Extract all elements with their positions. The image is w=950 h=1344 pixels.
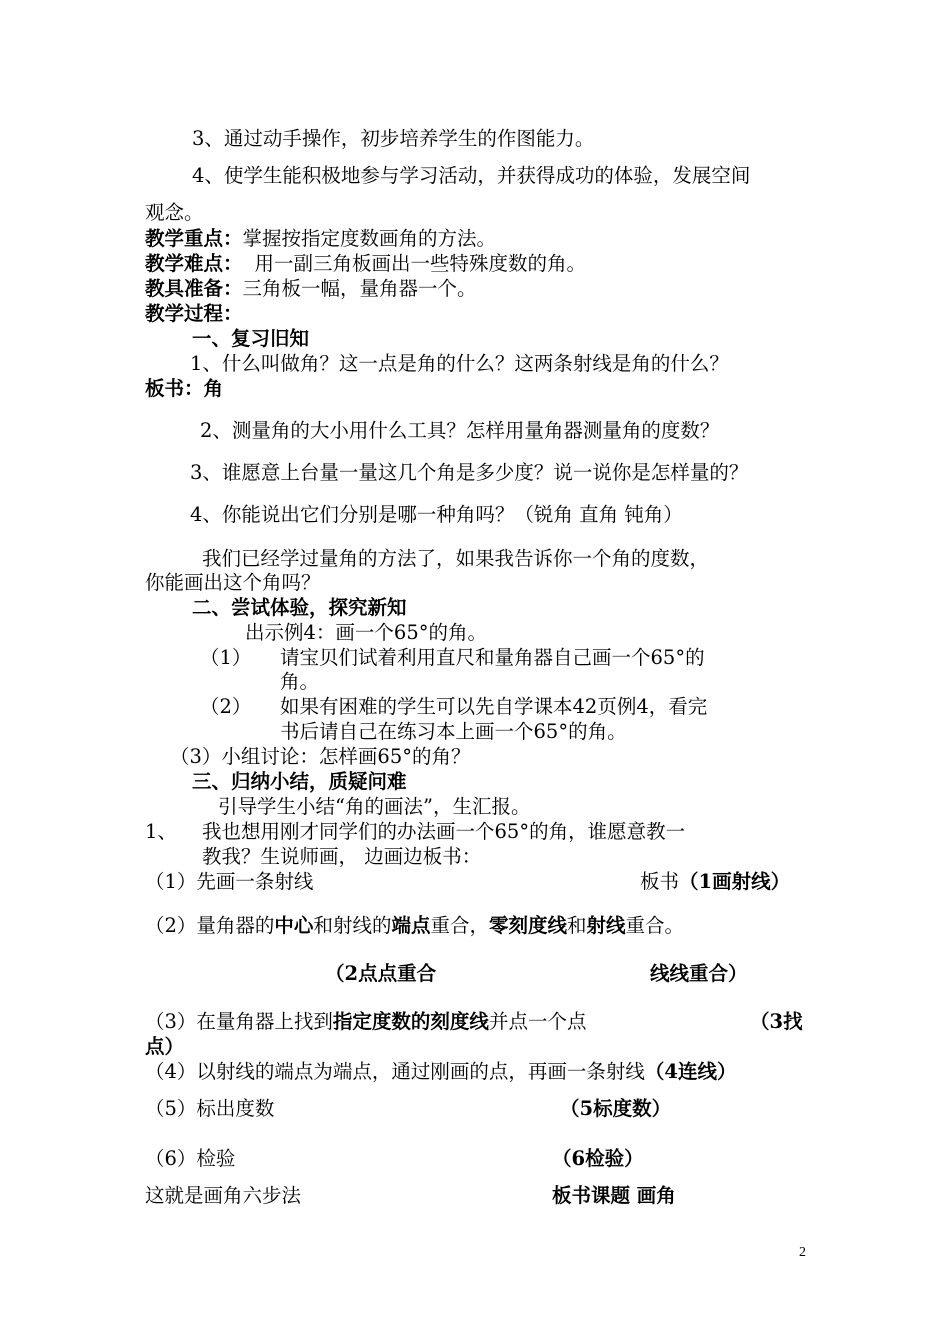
step2-part-g: 和 <box>567 914 587 937</box>
step-1-line2: 角。 <box>280 670 320 693</box>
board-step-2a: （2点点重合 <box>325 962 437 985</box>
step2-part-c: 和射线的 <box>313 914 392 937</box>
step4-text: （4）以射线的端点为端点，通过刚画的点，再画一条射线 <box>145 1060 645 1083</box>
board-step-1-text: （1画射线） <box>679 870 791 893</box>
difficulty-text: 用一副三角板画出一些特殊度数的角。 <box>254 252 587 275</box>
step-1-number: （1） <box>200 646 252 669</box>
step2-endpoint: 端点 <box>391 914 431 937</box>
materials <box>145 277 477 301</box>
step2-ray: 射线 <box>586 914 626 937</box>
step-3-discussion: （3）小组讨论：怎样画65°的角？ <box>170 745 471 768</box>
key-point <box>145 227 496 251</box>
step2-part-a: （2）量角器的 <box>145 914 275 937</box>
board-step-3b: 点） <box>145 1035 185 1058</box>
transition-line1: 我们已经学过量角的方法了，如果我告诉你一个角的度数， <box>202 547 710 570</box>
section2-heading: 二、尝试体验，探究新知 <box>192 596 407 619</box>
step3-part-a: （3）在量角器上找到 <box>145 1010 333 1033</box>
step2-center: 中心 <box>274 914 314 937</box>
point-1-line2: 教我？生说师画， 边画边板书： <box>202 845 482 868</box>
section1-q4: 4、你能说出它们分别是哪一种角吗？（锐角 直角 钝角） <box>190 503 683 526</box>
board-step-6: （6检验） <box>552 1147 644 1170</box>
draw-step-2 <box>145 914 684 938</box>
difficulty <box>145 252 586 276</box>
point-1-number: 1、 <box>145 820 177 843</box>
summary-guide: 引导学生小结“角的画法”，生汇报。 <box>218 795 531 818</box>
step-1-line1: 请宝贝们试着利用直尺和量角器自己画一个65°的 <box>280 646 705 669</box>
objective-4-line1: 4、使学生能积极地参与学习活动，并获得成功的体验，发展空间 <box>192 164 751 187</box>
step3-part-c: 并点一个点 <box>488 1010 587 1033</box>
transition-line2: 你能画出这个角吗？ <box>145 571 321 594</box>
section1-q2: 2、测量角的大小用什么工具？怎样用量角器测量角的度数？ <box>200 419 720 442</box>
point-1-line1: 我也想用刚才同学们的办法画一个65°的角，谁愿意教一 <box>202 820 686 843</box>
board-step-4: （4连线） <box>644 1060 737 1083</box>
board-step-3a: （3找 <box>750 1010 803 1033</box>
board-step-5: （5标度数） <box>560 1097 672 1120</box>
objective-4-line2: 观念。 <box>145 201 204 224</box>
objective-3: 3、通过动手操作，初步培养学生的作图能力。 <box>192 127 595 150</box>
step-2-line2: 书后请自己在练习本上画一个65°的角。 <box>280 720 627 743</box>
difficulty-label: 教学难点： <box>145 252 243 275</box>
step3-marked-line: 指定度数的刻度线 <box>332 1010 489 1033</box>
process-label: 教学过程： <box>145 302 243 325</box>
board-lesson-title: 板书课题 画角 <box>552 1184 676 1207</box>
draw-step-4 <box>145 1060 737 1084</box>
page-number: 2 <box>799 1245 806 1260</box>
section1-heading: 一、复习旧知 <box>192 327 310 350</box>
draw-step-1: （1）先画一条射线 <box>145 870 314 893</box>
step2-part-i: 重合。 <box>625 914 685 937</box>
key-point-text: 掌握按指定度数画角的方法。 <box>242 227 497 250</box>
materials-label: 教具准备： <box>145 277 243 300</box>
board-step-1 <box>640 870 790 894</box>
board-step-2b: 线线重合） <box>650 962 748 985</box>
draw-step-5: （5）标出度数 <box>145 1097 275 1120</box>
board-step-1-prefix: 板书 <box>640 870 680 893</box>
step-2-number: （2） <box>200 695 252 718</box>
materials-text: 三角板一幅，量角器一个。 <box>242 277 477 300</box>
example-4: 出示例4：画一个65°的角。 <box>245 621 487 644</box>
step2-zero-line: 零刻度线 <box>488 914 567 937</box>
section1-q1: 1、什么叫做角？这一点是角的什么？这两条射线是角的什么？ <box>190 352 729 375</box>
step-2-line1: 如果有困难的学生可以先自学课本42页例4，看完 <box>280 695 708 718</box>
draw-step-6: （6）检验 <box>145 1147 236 1170</box>
draw-step-3 <box>145 1010 586 1034</box>
board-angle: 板书：角 <box>145 377 224 400</box>
six-steps-summary: 这就是画角六步法 <box>145 1184 302 1207</box>
section1-q3: 3、谁愿意上台量一量这几个角是多少度？说一说你是怎样量的？ <box>190 461 749 484</box>
section3-heading: 三、归纳小结，质疑问难 <box>192 770 407 793</box>
step2-part-e: 重合， <box>430 914 489 937</box>
key-point-label: 教学重点： <box>145 227 243 250</box>
